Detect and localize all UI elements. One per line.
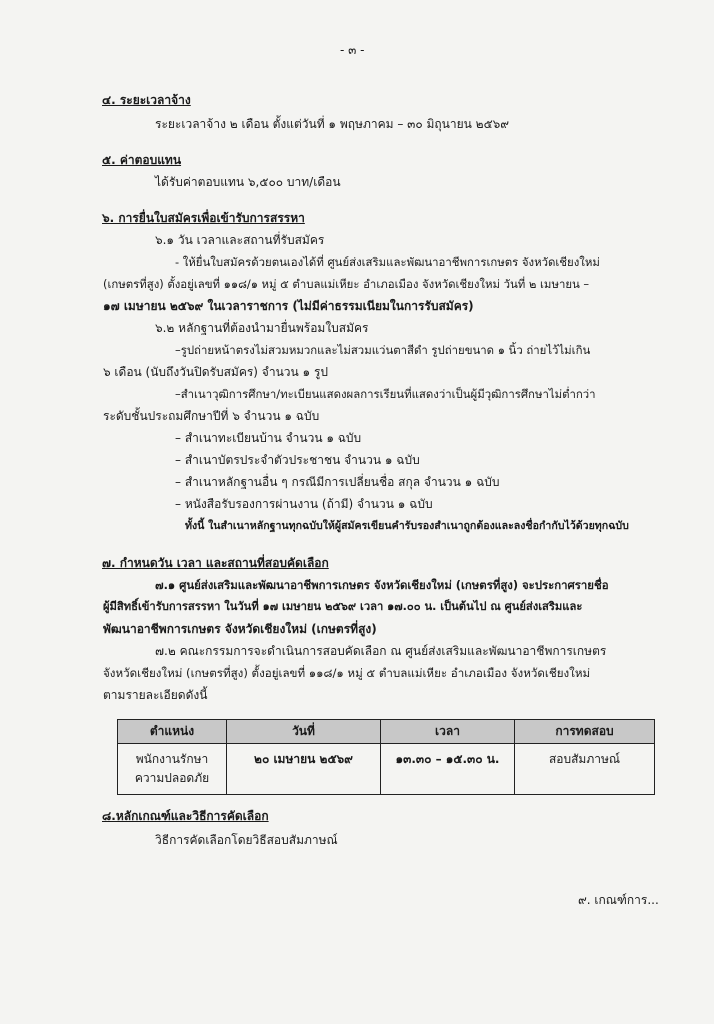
section-6-1-line-3: ๑๗ เมษายน ๒๕๖๙ ในเวลาราชการ (ไม่มีค่าธรรมเนียมในการรับสมัคร) [103, 299, 474, 313]
section-6-1-line-2: (เกษตรที่สูง) ตั้งอยู่เลขที่ ๑๑๘/๑ หมู่ ๕ ตำบลแม่เหียะ อำเภอเมือง จังหวัดเชียงใหม่ วันที่ ๒ เมษายน – [103, 277, 590, 291]
cell-time: ๑๓.๓๐ – ๑๕.๓๐ น. [381, 744, 515, 795]
page-number: - ๓ - [340, 43, 365, 57]
table-header-row [118, 720, 655, 744]
section-6-2-line-5: – สำเนาทะเบียนบ้าน จำนวน ๑ ฉบับ [175, 431, 362, 445]
section-6-2-note: ทั้งนี้ ในสำเนาหลักฐานทุกฉบับให้ผู้สมัครเขียนคำรับรองสำเนาถูกต้องและลงชื่อกำกับไว้ด้วยทุกฉบับ [185, 520, 629, 532]
section-6-2-line-8: – หนังสือรับรองการผ่านงาน (ถ้ามี) จำนวน ๑ ฉบับ [175, 497, 433, 511]
position-line-2: ความปลอดภัย [134, 771, 210, 785]
column-header-date: วันที่ [227, 720, 381, 744]
section-8-text: วิธีการคัดเลือกโดยวิธีสอบสัมภาษณ์ [155, 833, 338, 847]
cell-position [118, 744, 227, 795]
section-8-heading: ๘.หลักเกณฑ์และวิธีการคัดเลือก [102, 809, 269, 823]
section-5-text: ได้รับค่าตอบแทน ๖,๕๐๐ บาท/เดือน [155, 175, 341, 189]
exam-schedule-table [117, 719, 655, 795]
section-6-1-title: ๖.๑ วัน เวลาและสถานที่รับสมัคร [155, 233, 325, 247]
section-4-heading: ๔. ระยะเวลาจ้าง [102, 93, 191, 107]
section-5-heading: ๕. ค่าตอบแทน [102, 153, 182, 167]
cell-test: สอบสัมภาษณ์ [515, 744, 655, 795]
section-7-heading: ๗. กำหนดวัน เวลา และสถานที่สอบคัดเลือก [102, 556, 329, 570]
section-6-2-line-1: –รูปถ่ายหน้าตรงไม่สวมหมวกและไม่สวมแว่นตาสีดำ รูปถ่ายขนาด ๑ นิ้ว ถ่ายไว้ไม่เกิน [175, 343, 591, 357]
section-6-2-line-6: – สำเนาบัตรประจำตัวประชาชน จำนวน ๑ ฉบับ [175, 453, 420, 467]
section-4-text: ระยะเวลาจ้าง ๒ เดือน ตั้งแต่วันที่ ๑ พฤษภาคม – ๓๐ มิถุนายน ๒๕๖๙ [155, 117, 510, 131]
column-header-position: ตำแหน่ง [118, 720, 227, 744]
position-line-1: พนักงานรักษา [135, 752, 209, 766]
table-row [118, 744, 655, 795]
section-6-heading: ๖. การยื่นใบสมัครเพื่อเข้ารับการสรรหา [102, 211, 305, 225]
section-6-2-line-4: ระดับชั้นประถมศึกษาปีที่ ๖ จำนวน ๑ ฉบับ [103, 409, 320, 423]
column-header-test: การทดสอบ [515, 720, 655, 744]
section-6-2-line-7: – สำเนาหลักฐานอื่น ๆ กรณีมีการเปลี่ยนชื่อ สกุล จำนวน ๑ ฉบับ [175, 475, 500, 489]
section-7-1-line-2: ผู้มีสิทธิ์เข้ารับการสรรหา ในวันที่ ๑๗ เมษายน ๒๕๖๙ เวลา ๑๗.๐๐ น. เป็นต้นไป ณ ศูนย์ส่งเสริมและ [103, 600, 583, 613]
section-7-1-line-3: พัฒนาอาชีพการเกษตร จังหวัดเชียงใหม่ (เกษตรที่สูง) [103, 622, 377, 636]
section-7-2-line-1: ๗.๒ คณะกรรมการจะดำเนินการสอบคัดเลือก ณ ศูนย์ส่งเสริมและพัฒนาอาชีพการเกษตร [155, 644, 607, 658]
continuation-note: ๙. เกณฑ์การ... [578, 893, 659, 907]
section-6-2-title: ๖.๒ หลักฐานที่ต้องนำมายื่นพร้อมใบสมัคร [155, 321, 369, 335]
section-6-1-line-1: - ให้ยื่นใบสมัครด้วยตนเองได้ที่ ศูนย์ส่งเสริมและพัฒนาอาชีพการเกษตร จังหวัดเชียงใหม่ [175, 255, 600, 269]
cell-date: ๒๐ เมษายน ๒๕๖๙ [227, 744, 381, 795]
section-7-2-line-2: จังหวัดเชียงใหม่ (เกษตรที่สูง) ตั้งอยู่เลขที่ ๑๑๘/๑ หมู่ ๕ ตำบลแม่เหียะ อำเภอเมือง จังหวัดเชียงใหม่ [103, 666, 591, 680]
section-7-1-line-1: ๗.๑ ศูนย์ส่งเสริมและพัฒนาอาชีพการเกษตร จังหวัดเชียงใหม่ (เกษตรที่สูง) จะประกาศรายชื่อ [155, 578, 609, 592]
column-header-time: เวลา [381, 720, 515, 744]
section-7-2-line-3: ตามรายละเอียดดังนี้ [103, 688, 208, 702]
section-6-2-line-2: ๖ เดือน (นับถึงวันปิดรับสมัคร) จำนวน ๑ รูป [103, 365, 329, 379]
section-6-2-line-3: –สำเนาวุฒิการศึกษา/ทะเบียนแสดงผลการเรียนที่แสดงว่าเป็นผู้มีวุฒิการศึกษาไม่ต่ำกว่า [175, 387, 596, 401]
